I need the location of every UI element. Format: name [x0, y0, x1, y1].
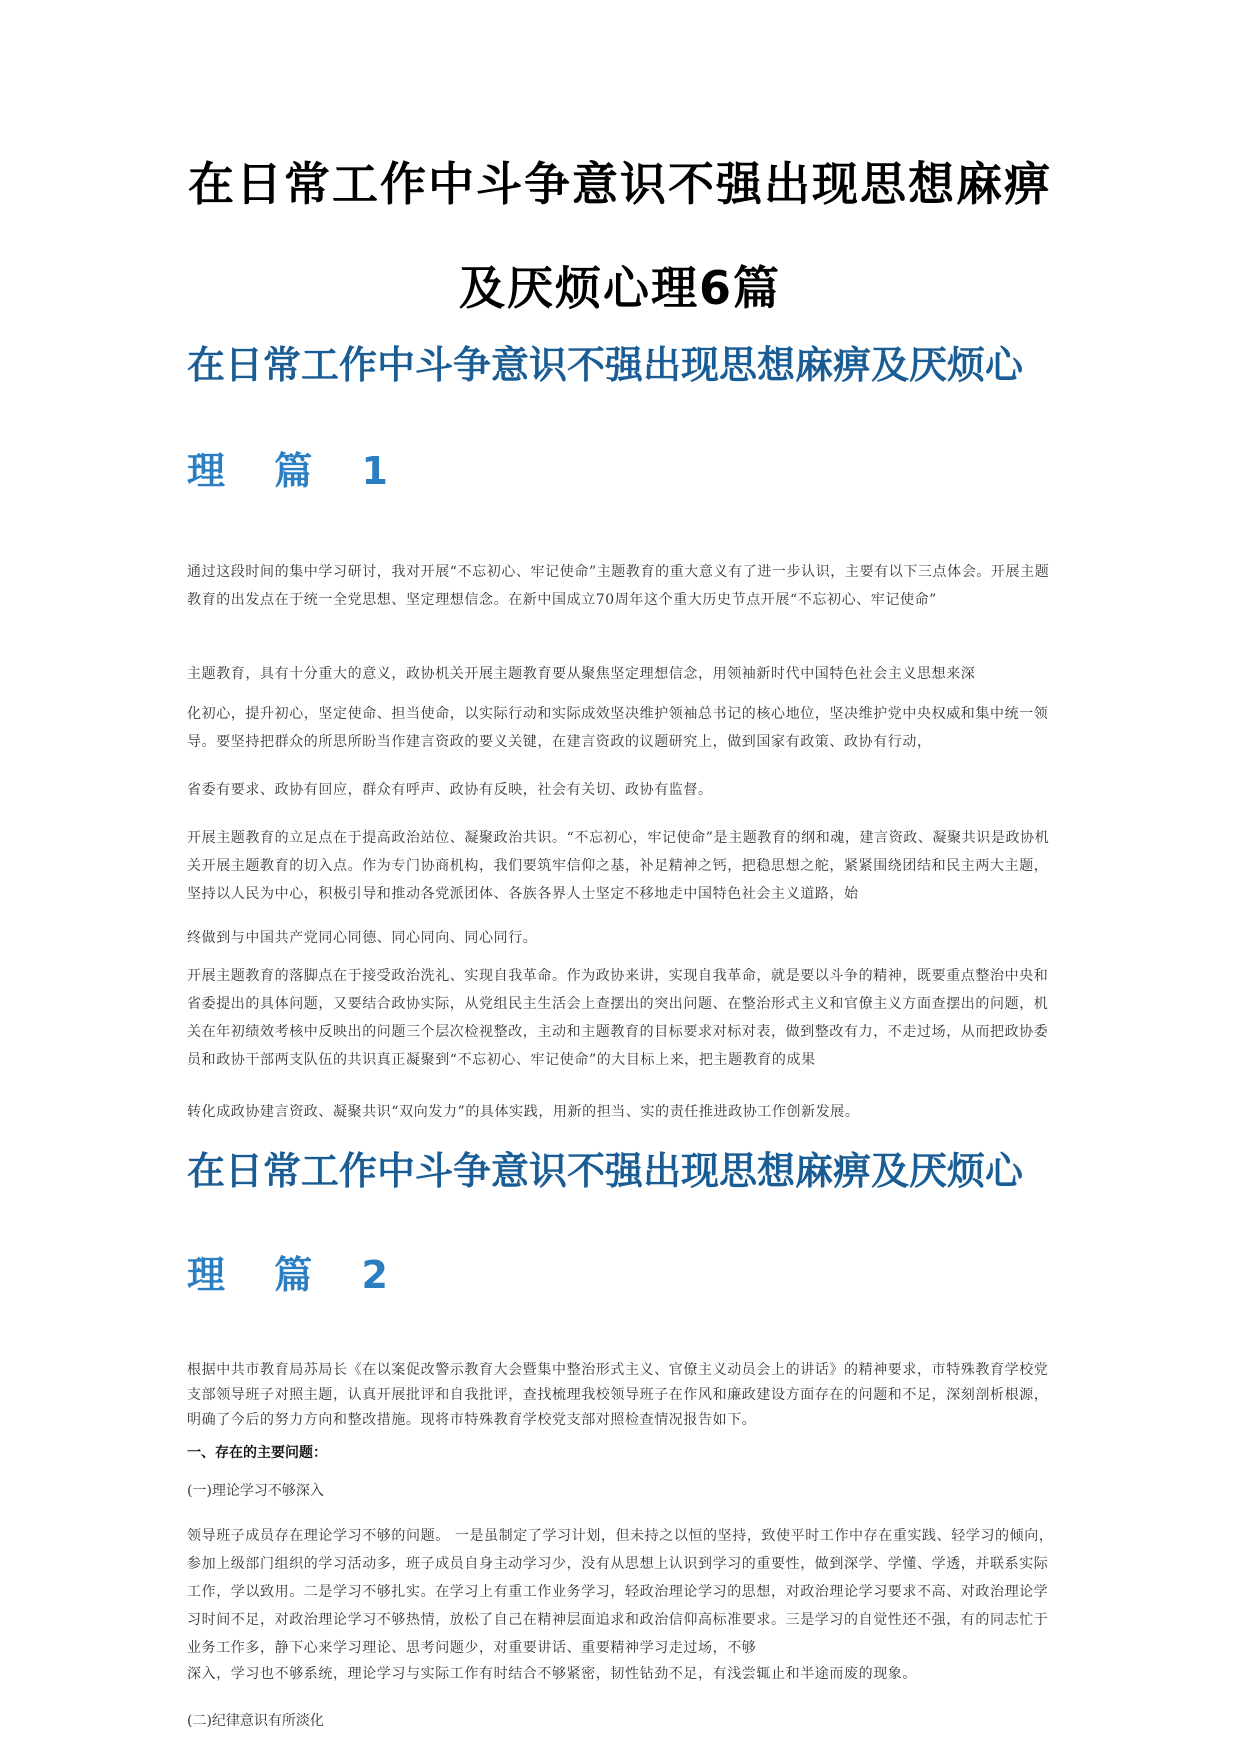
section-1-heading-line-2: 理 篇 1 [187, 449, 406, 493]
section-1-paragraph-3: 化初心，提升初心，坚定使命、担当使命，以实际行动和实际成效坚决维护领袖总书记的核心地位，坚决维护党中央权威和集中统一领导。要坚持把群众的所思所盼当作建言资政的要义关键，在建言资政的议题研究上，做到国家有政策、政协有行动， [187, 706, 1049, 750]
document-title-line-2: 及厌烦心理6篇 [458, 261, 781, 315]
section-1-paragraph-5: 开展主题教育的立足点在于提高政治站位、凝聚政治共识。“不忘初心，牢记使命”是主题教育的纲和魂，建言资政、凝聚共识是政协机关开展主题教育的切入点。作为专门协商机构，我们要筑牢信仰之基，补足精神之钙，把稳思想之舵，紧紧围绕团结和民主两大主题，坚持以人民为中心，积极引导和推动各党派团体、各族各界人士坚定不移地走中国特色社会主义道路，始 [187, 830, 1050, 902]
section-1-paragraph-8: 转化成政协建言资政、凝聚共识“双向发力”的具体实践，用新的担当、实的责任推进政协工作创新发展。 [187, 1104, 860, 1120]
section-1-paragraph-4: 省委有要求、政协有回应，群众有呼声、政协有反映，社会有关切、政协有监督。 [187, 782, 713, 798]
section-2-item-2: (二)纪律意识有所淡化 [187, 1713, 324, 1729]
section-2-subheading-1: 一、存在的主要问题： [187, 1445, 327, 1461]
section-1-heading-line-1: 在日常工作中斗争意识不强出现思想麻痹及厌烦心 [187, 343, 1024, 387]
section-2-heading-line-2: 理 篇 2 [187, 1253, 406, 1297]
section-1-paragraph-7: 开展主题教育的落脚点在于接受政治洗礼、实现自我革命。作为政协来讲，实现自我革命，就是要以斗争的精神，既要重点整治中央和省委提出的具体问题，又要结合政协实际，从党组民主生活会上查摆出的突出问题、在整治形式主义和官僚主义方面查摆出的问题，机关在年初绩效考核中反映出的问题三个层次检视整改，主动和主题教育的目标要求对标对表，做到整改有力，不走过场，从而把政协委员和政协干部两支队伍的共识真正凝聚到“不忘初心、牢记使命”的大目标上来，把主题教育的成果 [187, 968, 1049, 1068]
section-1-paragraph-6: 终做到与中国共产党同心同德、同心同向、同心同行。 [187, 930, 538, 946]
section-2-heading-line-1: 在日常工作中斗争意识不强出现思想麻痹及厌烦心 [187, 1149, 1024, 1193]
section-2-paragraph-2: 领导班子成员存在理论学习不够的问题。 一是虽制定了学习计划，但未持之以恒的坚持，致使平时工作中存在重实践、轻学习的倾向，参加上级部门组织的学习活动多，班子成员自身主动学习少，没有从思想上认识到学习的重要性，做到深学、学懂、学透，并联系实际工作，学以致用。二是学习不够扎实。在学习上有重工作业务学习，轻政治理论学习的思想，对政治理论学习要求不高、对政治理论学习时间不足，对政治理论学习不够热情，放松了自己在精神层面追求和政治信仰高标准要求。三是学习的自觉性还不强，有的同志忙于业务工作多，静下心来学习理论、思考问题少，对重要讲话、重要精神学习走过场，不够 [187, 1528, 1054, 1656]
section-2-item-1: (一)理论学习不够深入 [187, 1483, 324, 1499]
section-1-paragraph-2: 主题教育，具有十分重大的意义，政协机关开展主题教育要从聚焦坚定理想信念，用领袖新时代中国特色社会主义思想来深 [187, 666, 976, 682]
section-2-paragraph-3: 深入，学习也不够系统，理论学习与实际工作有时结合不够紧密，韧性钻劲不足，有浅尝辄止和半途而废的现象。 [187, 1666, 917, 1682]
document-title-line-1: 在日常工作中斗争意识不强出现思想麻痹 [188, 157, 1052, 211]
section-1-paragraph-1: 通过这段时间的集中学习研讨，我对开展“不忘初心、牢记使命”主题教育的重大意义有了进一步认识，主要有以下三点体会。开展主题教育的出发点在于统一全党思想、坚定理想信念。在新中国成立70周年这个重大历史节点开展“不忘初心、牢记使命” [187, 564, 1050, 608]
section-2-paragraph-1: 根据中共市教育局苏局长《在以案促改警示教育大会暨集中整治形式主义、官僚主义动员会上的讲话》的精神要求，市特殊教育学校党支部领导班子对照主题，认真开展批评和自我批评，查找梳理我校领导班子在作风和廉政建设方面存在的问题和不足，深刻剖析根源，明确了今后的努力方向和整改措施。现将市特殊教育学校党支部对照检查情况报告如下。 [187, 1362, 1049, 1428]
